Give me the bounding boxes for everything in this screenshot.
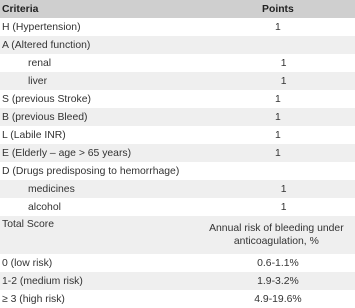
points-cell: 1.9-3.2% (257, 275, 299, 287)
table-row (0, 290, 355, 308)
points-cell: 1 (280, 183, 287, 195)
points-cell: 1 (275, 129, 281, 141)
criteria-column-header: Criteria (2, 3, 39, 15)
table-row (0, 144, 355, 162)
points-column-header: Points (262, 3, 294, 15)
criteria-cell: E (Elderly – age > 65 years) (2, 147, 132, 159)
criteria-cell: S (previous Stroke) (2, 93, 91, 105)
criteria-cell: H (Hypertension) (2, 21, 81, 33)
table-row (0, 254, 355, 272)
points-cell: 0.6-1.1% (257, 257, 299, 269)
points-cell: 1 (275, 21, 281, 33)
table-row (0, 18, 355, 36)
criteria-cell: B (previous Bleed) (2, 111, 88, 123)
criteria-cell: 0 (low risk) (2, 257, 53, 269)
table-row (0, 198, 355, 216)
points-cell: 1 (280, 75, 287, 87)
table-row (0, 36, 355, 54)
table-row (0, 72, 355, 90)
criteria-cell: 1-2 (medium risk) (2, 275, 83, 287)
criteria-cell: L (Labile INR) (2, 129, 66, 141)
table-row (0, 126, 355, 144)
table-row (0, 216, 355, 254)
criteria-cell: ≥ 3 (high risk) (2, 293, 65, 305)
criteria-cell: liver (28, 75, 48, 87)
points-cell: 1 (280, 57, 287, 69)
points-cell: 1 (280, 201, 287, 213)
criteria-cell: D (Drugs predisposing to hemorrhage) (2, 165, 180, 177)
criteria-cell: alcohol (28, 201, 61, 213)
table-row (0, 90, 355, 108)
table-row (0, 108, 355, 126)
criteria-cell: medicines (28, 183, 75, 195)
points-cell: 1 (275, 111, 281, 123)
criteria-cell: renal (28, 57, 52, 69)
points-cell: 1 (275, 147, 281, 159)
table-row (0, 180, 355, 198)
points-cell: 4.9-19.6% (254, 293, 302, 305)
points-cell: Annual risk of bleeding under anticoagulation, % (209, 223, 344, 247)
table-row (0, 272, 355, 290)
table-header (0, 0, 355, 18)
table-row (0, 54, 355, 72)
criteria-cell: A (Altered function) (2, 39, 91, 51)
table-row (0, 162, 355, 180)
criteria-cell: Total Score (2, 219, 54, 230)
points-cell: 1 (275, 93, 281, 105)
